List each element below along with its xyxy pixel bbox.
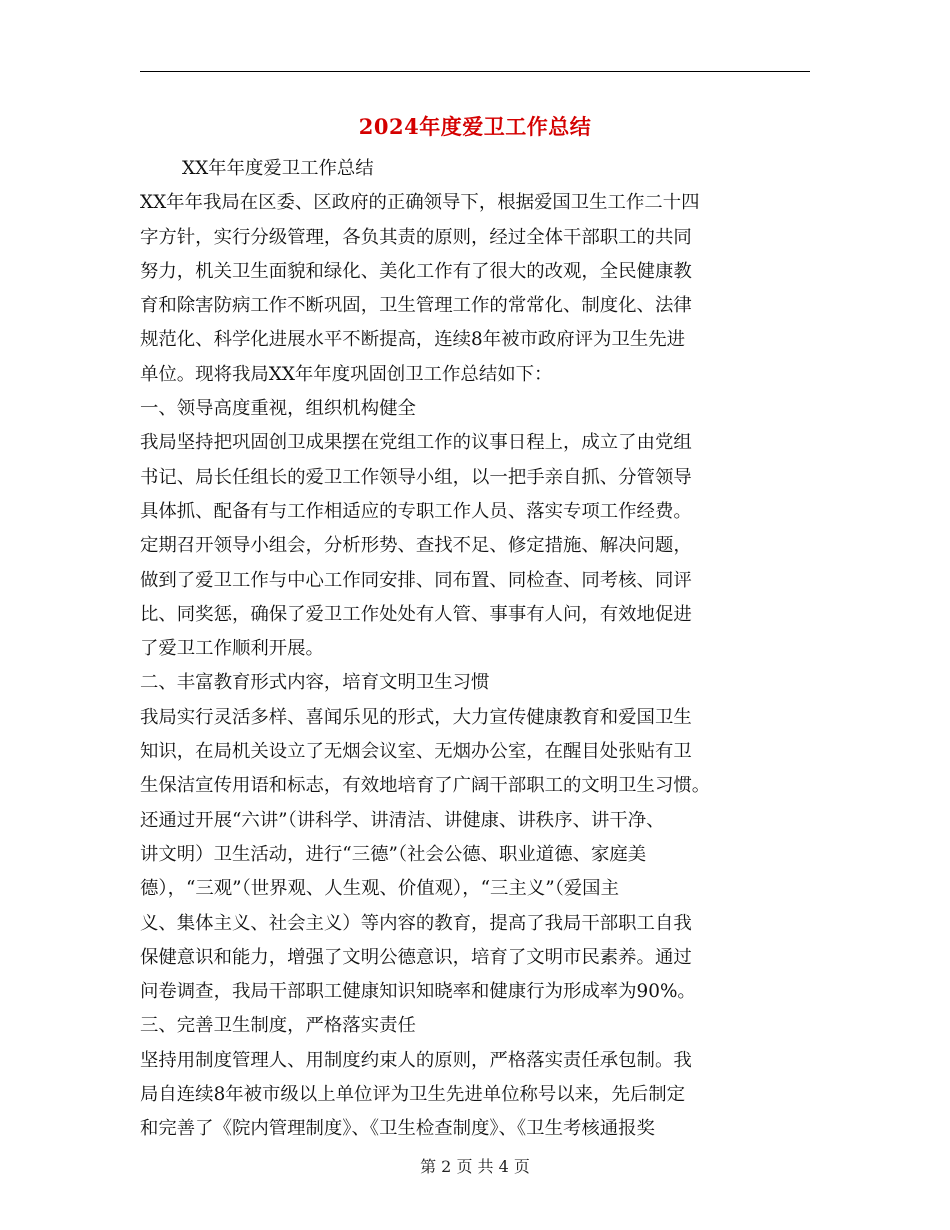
- body-line: 具体抓、配备有与工作相适应的专职工作人员、落实专项工作经费。: [140, 500, 692, 522]
- section-heading: 一、领导高度重视，组织机构健全: [140, 398, 416, 420]
- body-line: 努力，机关卫生面貌和绿化、美化工作有了很大的改观，全民健康教: [140, 260, 692, 282]
- body-line: 字方针，实行分级管理，各负其责的原则，经过全体干部职工的共同: [140, 226, 692, 248]
- header-rule: [140, 71, 810, 72]
- body-line: 书记、局长任组长的爱卫工作领导小组，以一把手亲自抓、分管领导: [140, 466, 692, 488]
- section-heading: 三、完善卫生制度，严格落实责任: [140, 1015, 416, 1037]
- section-heading: 二、丰富教育形式内容，培育文明卫生习惯: [140, 672, 490, 694]
- body-line: 德），“三观”（世界观、人生观、价值观），“三主义”（爱国主: [140, 878, 619, 900]
- body-line: 定期召开领导小组会，分析形势、查找不足、修定措施、解决问题，: [140, 535, 692, 557]
- body-line: 问卷调查，我局干部职工健康知识知晓率和健康行为形成率为90%。: [140, 981, 696, 1003]
- body-line: 育和除害防病工作不断巩固，卫生管理工作的常常化、制度化、法律: [140, 295, 692, 317]
- paragraph-lines: [140, 186, 800, 1146]
- body-line: 了爱卫工作顺利开展。: [140, 638, 324, 660]
- document-body: [140, 152, 800, 1147]
- body-line: 生保洁宣传用语和标志，有效地培育了广阔干部职工的文明卫生习惯。: [140, 775, 711, 797]
- body-line: 知识，在局机关设立了无烟会议室、无烟办公室，在醒目处张贴有卫: [140, 741, 692, 763]
- body-line: 讲文明）卫生活动，进行“三德”（社会公德、职业道德、家庭美: [140, 843, 647, 865]
- body-line: 规范化、科学化进展水平不断提高，连续8年被市政府评为卫生先进: [140, 329, 686, 351]
- body-line: 局自连续8年被市级以上单位评为卫生先进单位称号以来，先后制定: [140, 1084, 686, 1106]
- body-line: 保健意识和能力，增强了文明公德意识，培育了文明市民素养。通过: [140, 946, 692, 968]
- body-line: 做到了爱卫工作与中心工作同安排、同布置、同检查、同考核、同评: [140, 569, 692, 591]
- document-title: 2024年度爱卫工作总结: [358, 114, 592, 139]
- body-line: 我局实行灵活多样、喜闻乐见的形式，大力宣传健康教育和爱国卫生: [140, 706, 692, 728]
- body-line: 和完善了《院内管理制度》、《卫生检查制度》、《卫生考核通报奖: [140, 1118, 655, 1140]
- body-line: 单位。现将我局XX年年度巩固创卫工作总结如下：: [140, 363, 553, 385]
- body-line: 义、集体主义、社会主义）等内容的教育，提高了我局干部职工自我: [140, 912, 692, 934]
- body-line: 还通过开展“六讲”（讲科学、讲清洁、讲健康、讲秩序、讲干净、: [140, 809, 665, 831]
- body-line: XX年年我局在区委、区政府的正确领导下，根据爱国卫生工作二十四: [140, 192, 700, 214]
- document-subtitle: XX年年度爱卫工作总结: [182, 158, 374, 179]
- body-line: 我局坚持把巩固创卫成果摆在党组工作的议事日程上，成立了由党组: [140, 432, 692, 454]
- body-line: 坚持用制度管理人、用制度约束人的原则，严格落实责任承包制。我: [140, 1049, 692, 1071]
- body-line: 比、同奖惩，确保了爱卫工作处处有人管、事事有人问，有效地促进: [140, 603, 692, 625]
- page-number: 第 2 页 共 4 页: [420, 1157, 530, 1176]
